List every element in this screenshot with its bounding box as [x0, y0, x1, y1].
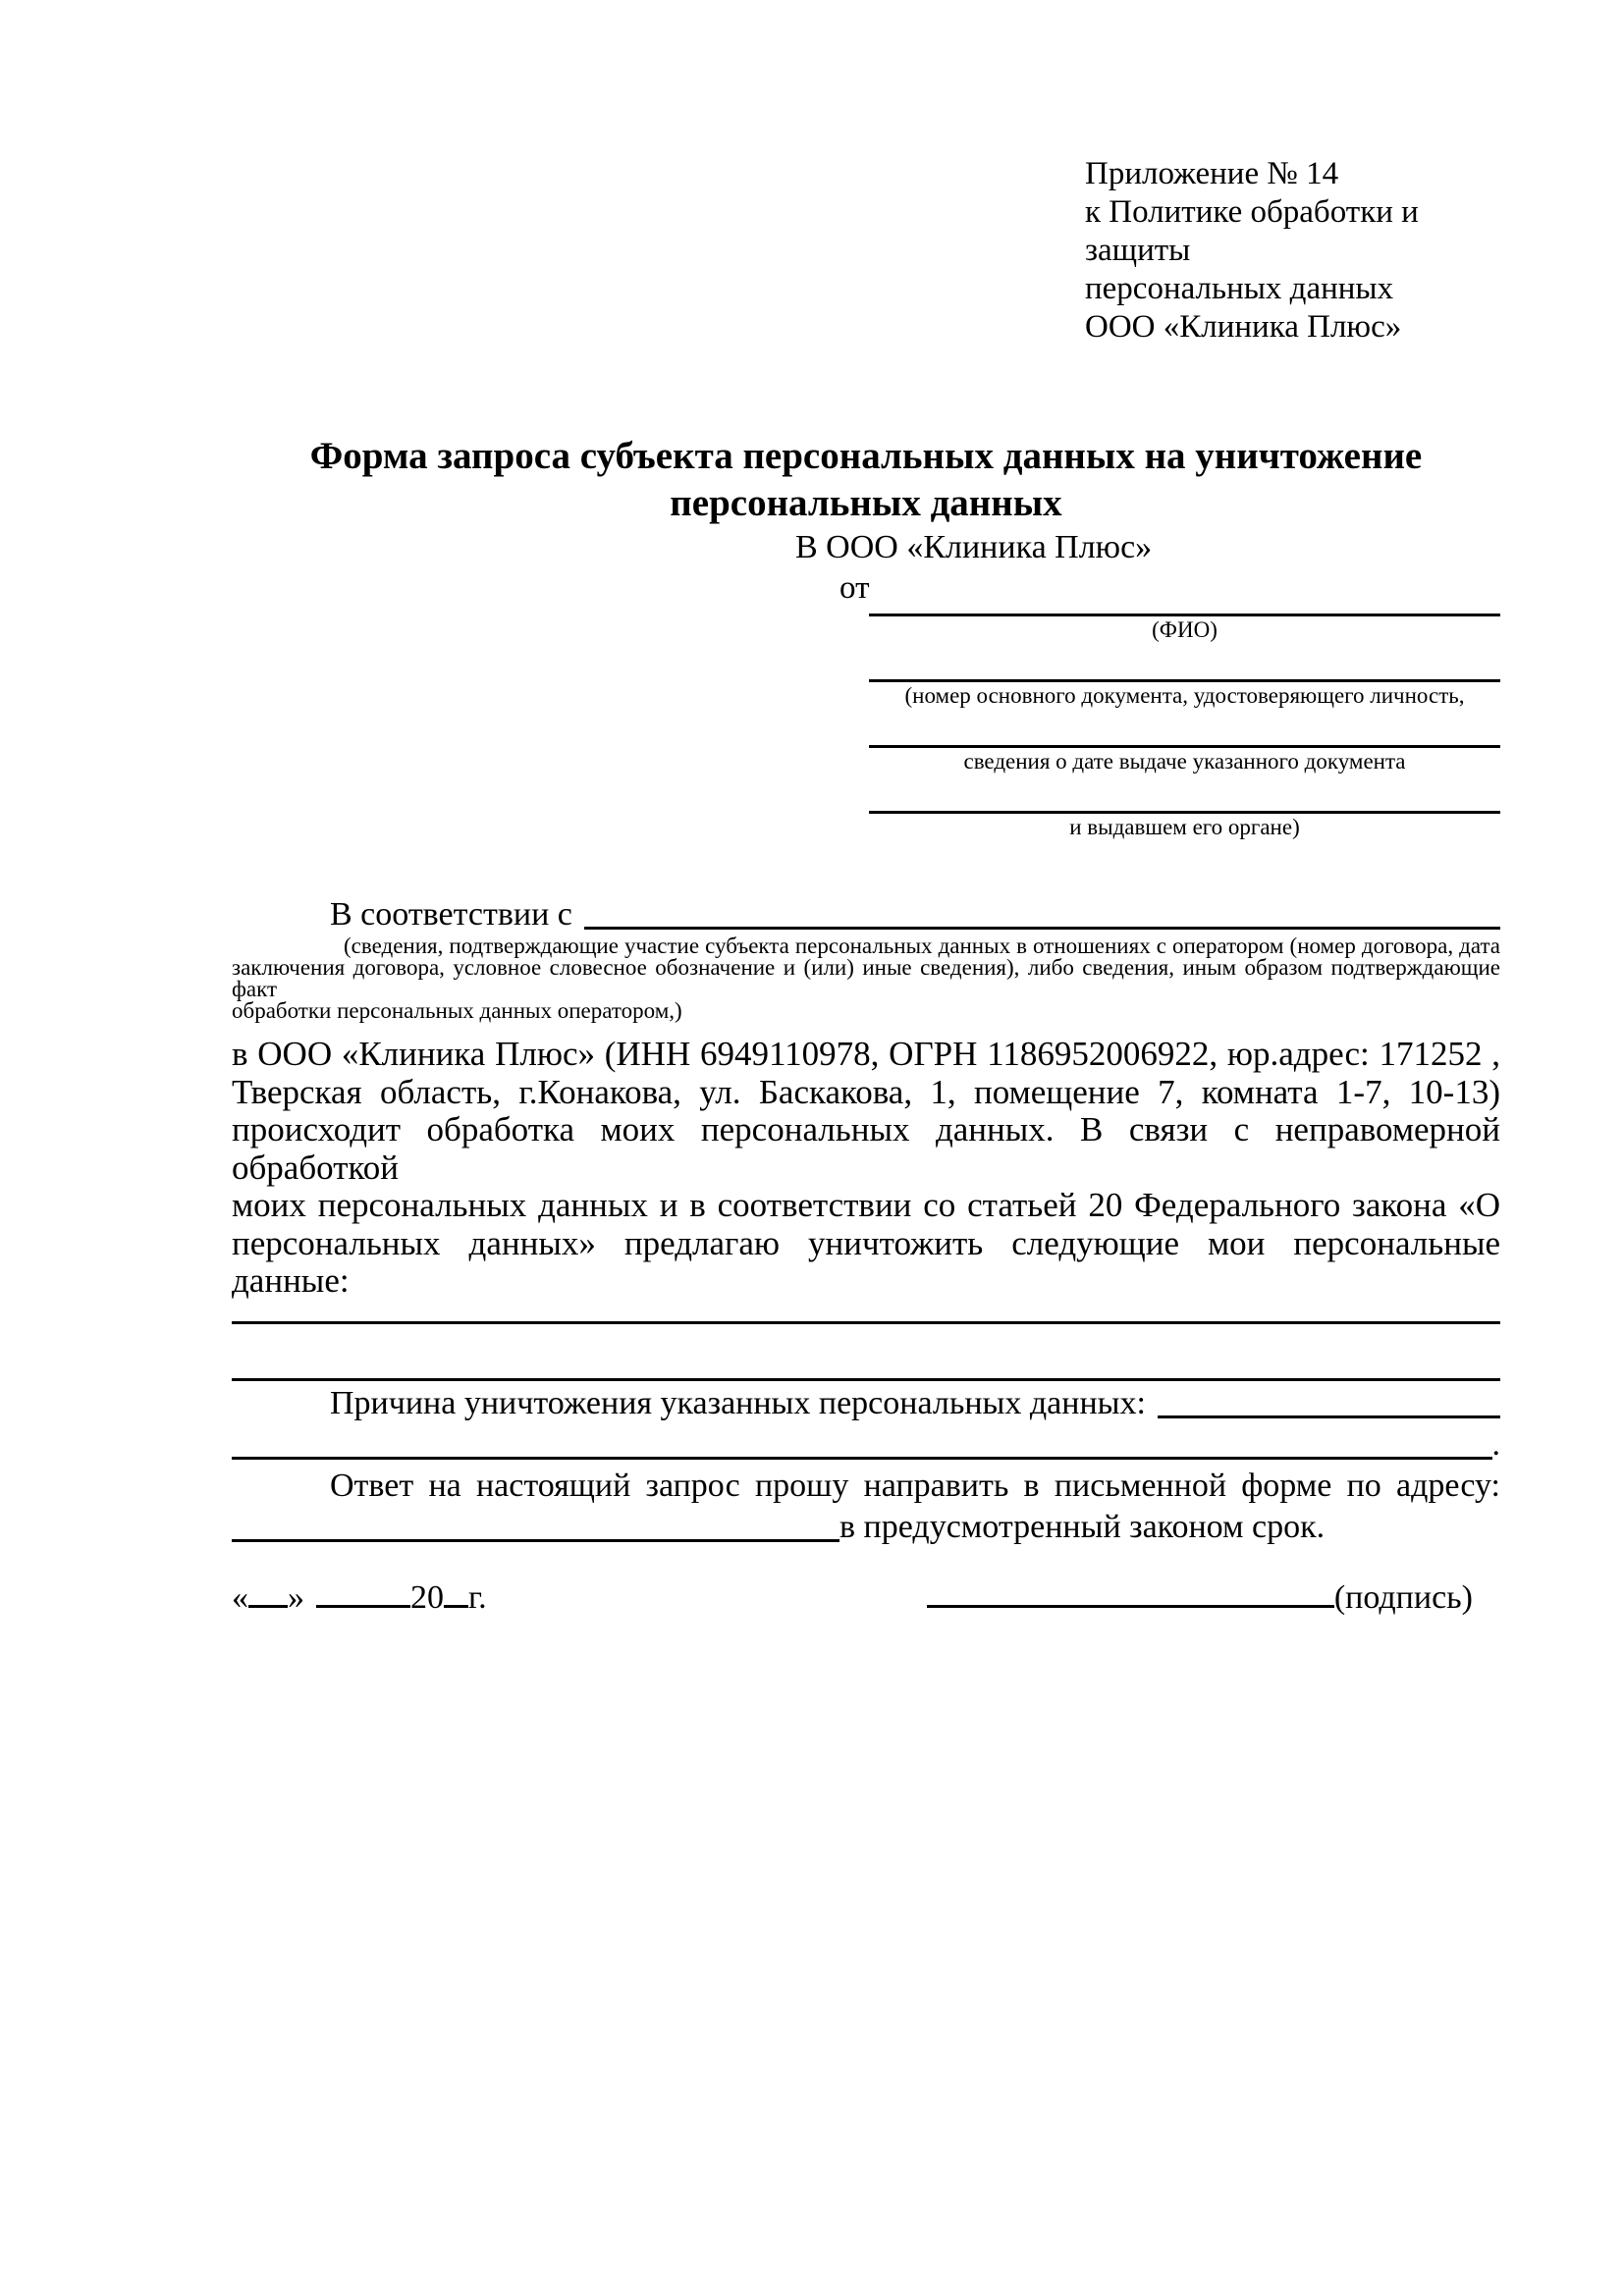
appendix-line: ООО «Клиника Плюс»	[1085, 309, 1402, 345]
year-prefix: 20	[410, 1578, 444, 1616]
appendix-line: персональных данных	[1085, 271, 1394, 306]
issuer-blank-line	[869, 775, 1500, 814]
appendix-line: к Политике обработки и защиты	[1085, 194, 1419, 268]
body-line: в ООО «Клиника Плюс» (ИНН 6949110978, ОГРН 1186952006922, юр.адрес: 171252 ,	[232, 1035, 1500, 1073]
issuer-caption: и выдавшем его органе)	[1069, 815, 1300, 839]
page-title-line-1: Форма запроса субъекта персональных данных на уничтожение	[309, 435, 1423, 477]
response-term-row	[232, 1507, 1500, 1548]
page-title-line-2: персональных данных	[670, 482, 1062, 524]
accordance-blank-line	[584, 894, 1500, 930]
issuer-field	[869, 775, 1500, 841]
line-end-period: .	[1491, 1425, 1500, 1463]
data-to-destroy-blank-line-1	[232, 1301, 1500, 1324]
document-content	[232, 0, 1500, 1619]
body-line: персональных данных» предлагаю уничтожить следующие мои персональные данные:	[232, 1223, 1500, 1300]
accordance-note-line: обработки персональных данных оператором,)	[232, 998, 682, 1023]
reason-blank-line	[1158, 1383, 1500, 1418]
issue-date-blank-line	[869, 710, 1500, 748]
document-number-blank-line	[869, 644, 1500, 682]
appendix-block	[1085, 155, 1500, 347]
reason-continuation-row	[232, 1424, 1500, 1466]
reason-row	[232, 1383, 1500, 1424]
signature-caption: (подпись)	[1333, 1578, 1473, 1616]
applicant-fields-block	[869, 608, 1500, 841]
close-quote: »	[288, 1578, 304, 1616]
address-blank-line	[232, 1507, 839, 1542]
document-number-field	[869, 644, 1500, 710]
paragraph-indent	[232, 1383, 330, 1424]
appendix-line: Приложение № 14	[1085, 156, 1339, 191]
body-line: моих персональных данных и в соответствии со статьей 20 Федерального закона «О	[232, 1186, 1500, 1224]
accordance-note	[232, 935, 1500, 1022]
open-quote: «	[232, 1578, 248, 1616]
year-suffix: г.	[468, 1578, 487, 1616]
issue-date-field	[869, 710, 1500, 775]
reason-label: Причина уничтожения указанных персональных данных:	[330, 1384, 1146, 1421]
date-group	[232, 1575, 487, 1619]
fio-field	[869, 608, 1500, 644]
body-line: Тверская область, г.Конакова, ул. Баскакова, 1, помещение 7, комната 1-7, 10-13)	[232, 1072, 1500, 1111]
reason-blank-line-2	[232, 1424, 1492, 1460]
signature-group	[927, 1575, 1473, 1619]
accordance-label: В соответствии с	[330, 896, 572, 933]
fio-caption: (ФИО)	[1152, 617, 1218, 642]
response-term-text: в предусмотренный законом срок.	[839, 1508, 1326, 1545]
issue-date-caption: сведения о дате выдаче указанного документа	[963, 749, 1406, 774]
accordance-note-line: заключения договора, условное словесное обозначение и (или) иные сведения), либо сведения, иным образом подтверждающие факт	[232, 955, 1500, 1001]
day-blank	[248, 1575, 288, 1608]
response-request-line: Ответ на настоящий запрос прошу направить в письменной форме по адресу:	[330, 1467, 1500, 1504]
from-label: от	[839, 570, 870, 606]
data-to-destroy-blank-line-2	[232, 1324, 1500, 1381]
body-line: происходит обработка моих персональных данных. В связи с неправомерной обработкой	[232, 1110, 1500, 1187]
document-number-caption: (номер основного документа, удостоверяющего личность,	[904, 683, 1465, 708]
year-blank	[444, 1575, 468, 1608]
addressee-line: В ООО «Клиника Плюс»	[795, 529, 1153, 565]
month-blank	[316, 1575, 410, 1608]
accordance-row	[232, 894, 1500, 935]
fio-blank-line	[869, 608, 1500, 616]
date-signature-row	[232, 1575, 1500, 1619]
page-title	[232, 433, 1500, 527]
accordance-note-line: (сведения, подтверждающие участие субъекта персональных данных в отношениях с оператором (номер договора, дата	[344, 934, 1500, 958]
signature-blank-line	[927, 1575, 1334, 1608]
body-paragraph	[232, 1036, 1500, 1301]
